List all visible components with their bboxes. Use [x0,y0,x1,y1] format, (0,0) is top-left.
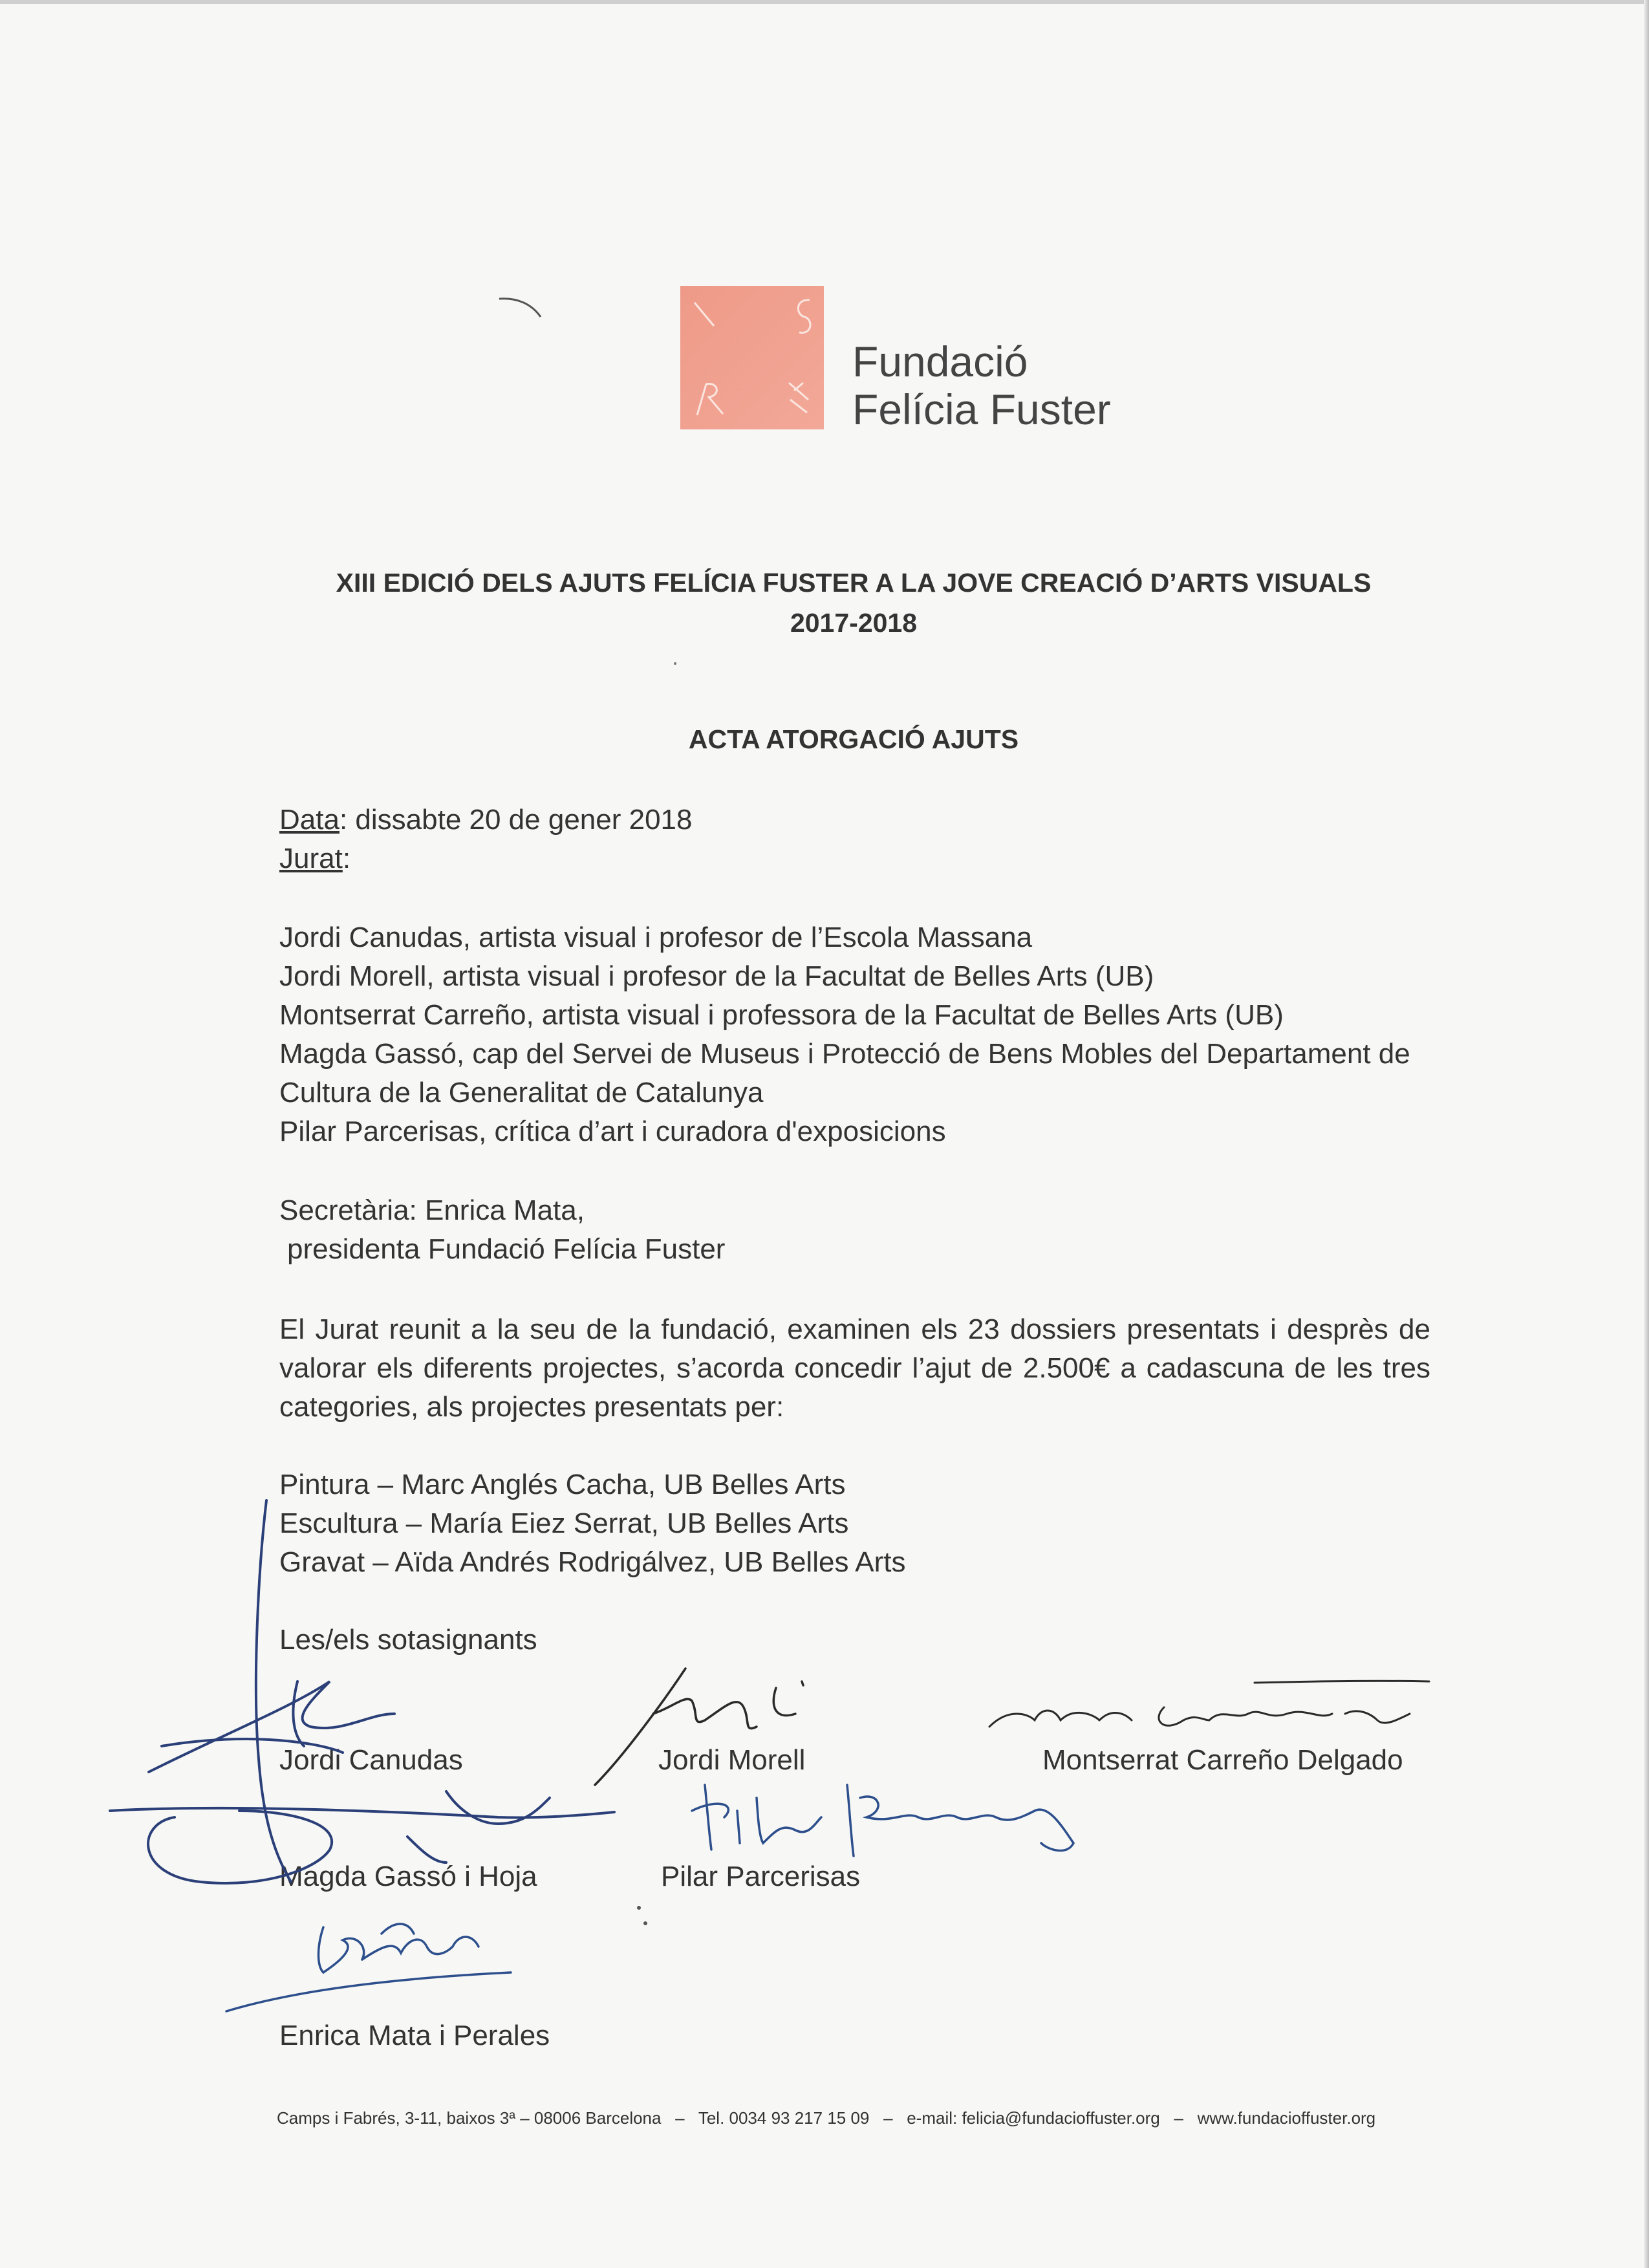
signatures-intro: Les/els sotasignants [279,1624,537,1656]
foundation-name-line2: Felícia Fuster [852,385,1111,433]
award-item: Escultura – María Eiez Serrat, UB Belles Arts [279,1507,849,1539]
secretary-block [279,1191,1430,1269]
signature-parcerisas [685,1772,1086,1869]
jury-member: Jordi Morell, artista visual i profesor de la Facultat de Belles Arts (UB) [279,960,1154,992]
scan-speck [634,1901,653,1934]
jury-list [279,918,1430,1151]
footer-email: e-mail: felicia@fundacioffuster.org [907,2108,1160,2128]
award-item: Pintura – Marc Anglés Cacha, UB Belles Arts [279,1469,846,1500]
footer-address: Camps i Fabrés, 3-11, baixos 3ª – 08006 Barcelona [277,2108,662,2128]
document-subtitle: ACTA ATORGACIÓ AJUTS [688,724,1019,754]
signatory-name: Jordi Morell [658,1744,806,1776]
signature-mata [213,1908,524,2024]
date-value: : dissabte 20 de gener 2018 [339,804,693,836]
page-shadow [1644,0,1649,2268]
jury-member: Montserrat Carreño, artista visual i professora de la Facultat de Belles Arts (UB) [279,999,1284,1031]
signatory-name: Enrica Mata i Perales [279,2020,550,2051]
footer-website: www.fundacioffuster.org [1197,2108,1376,2128]
logo-square-icon [680,286,824,429]
secretary-line: Secretària: Enrica Mata, [279,1194,585,1226]
signatory-name: Magda Gassó i Hoja [279,1861,537,1892]
foundation-name-line1: Fundació [852,338,1028,385]
document-title: XIII EDICIÓ DELS AJUTS FELÍCIA FUSTER A LA JOVE CREACIÓ D’ARTS VISUALS [336,568,1372,598]
footer-contact: Camps i Fabrés, 3-11, baixos 3ª – 08006 Barcelona – Tel. 0034 93 217 15 09 – e-mail: felicia@fundacioffuster.org – www.fundacioffuster.org [277,2108,1376,2128]
signatory-name: Pilar Parcerisas [661,1861,861,1892]
jury-member: Jordi Canudas, artista visual i profesor de l’Escola Massana [279,922,1033,953]
secretary-role: presidenta Fundació Felícia Fuster [287,1233,726,1265]
signatory-name: Montserrat Carreño Delgado [1042,1744,1403,1776]
signatory-name: Jordi Canudas [279,1744,463,1776]
foundation-name [852,338,1111,433]
jury-member: Magda Gassó, cap del Servei de Museus i Protecció de Bens Mobles del Departament de Cultura de la Generalitat de Catalunya [279,1038,1410,1108]
award-item: Gravat – Aïda Andrés Rodrigálvez, UB Belles Arts [279,1546,906,1578]
scan-mark [498,295,543,321]
jury-label: Jurat [279,843,343,874]
scan-speck [671,660,684,673]
foundation-logo [680,286,824,429]
jury-member: Pilar Parcerisas, crítica d’art i curadora d'exposicions [279,1116,946,1147]
date-label: Data [279,804,339,836]
jury-heading: Jurat: [279,843,351,874]
page-edge [0,0,1649,4]
date-line [279,801,1430,839]
footer-phone: Tel. 0034 93 217 15 09 [698,2108,870,2128]
signature-carreno [983,1669,1436,1746]
resolution-paragraph: El Jurat reunit a la seu de la fundació, examinen els 23 dossiers presentats i desprès de valorar els diferents projectes, s’acorda concedir l’ajut de 2.500€ a cadascuna de les tres categories, als projectes presentats per: [279,1313,1430,1423]
document-period: 2017-2018 [790,608,918,638]
